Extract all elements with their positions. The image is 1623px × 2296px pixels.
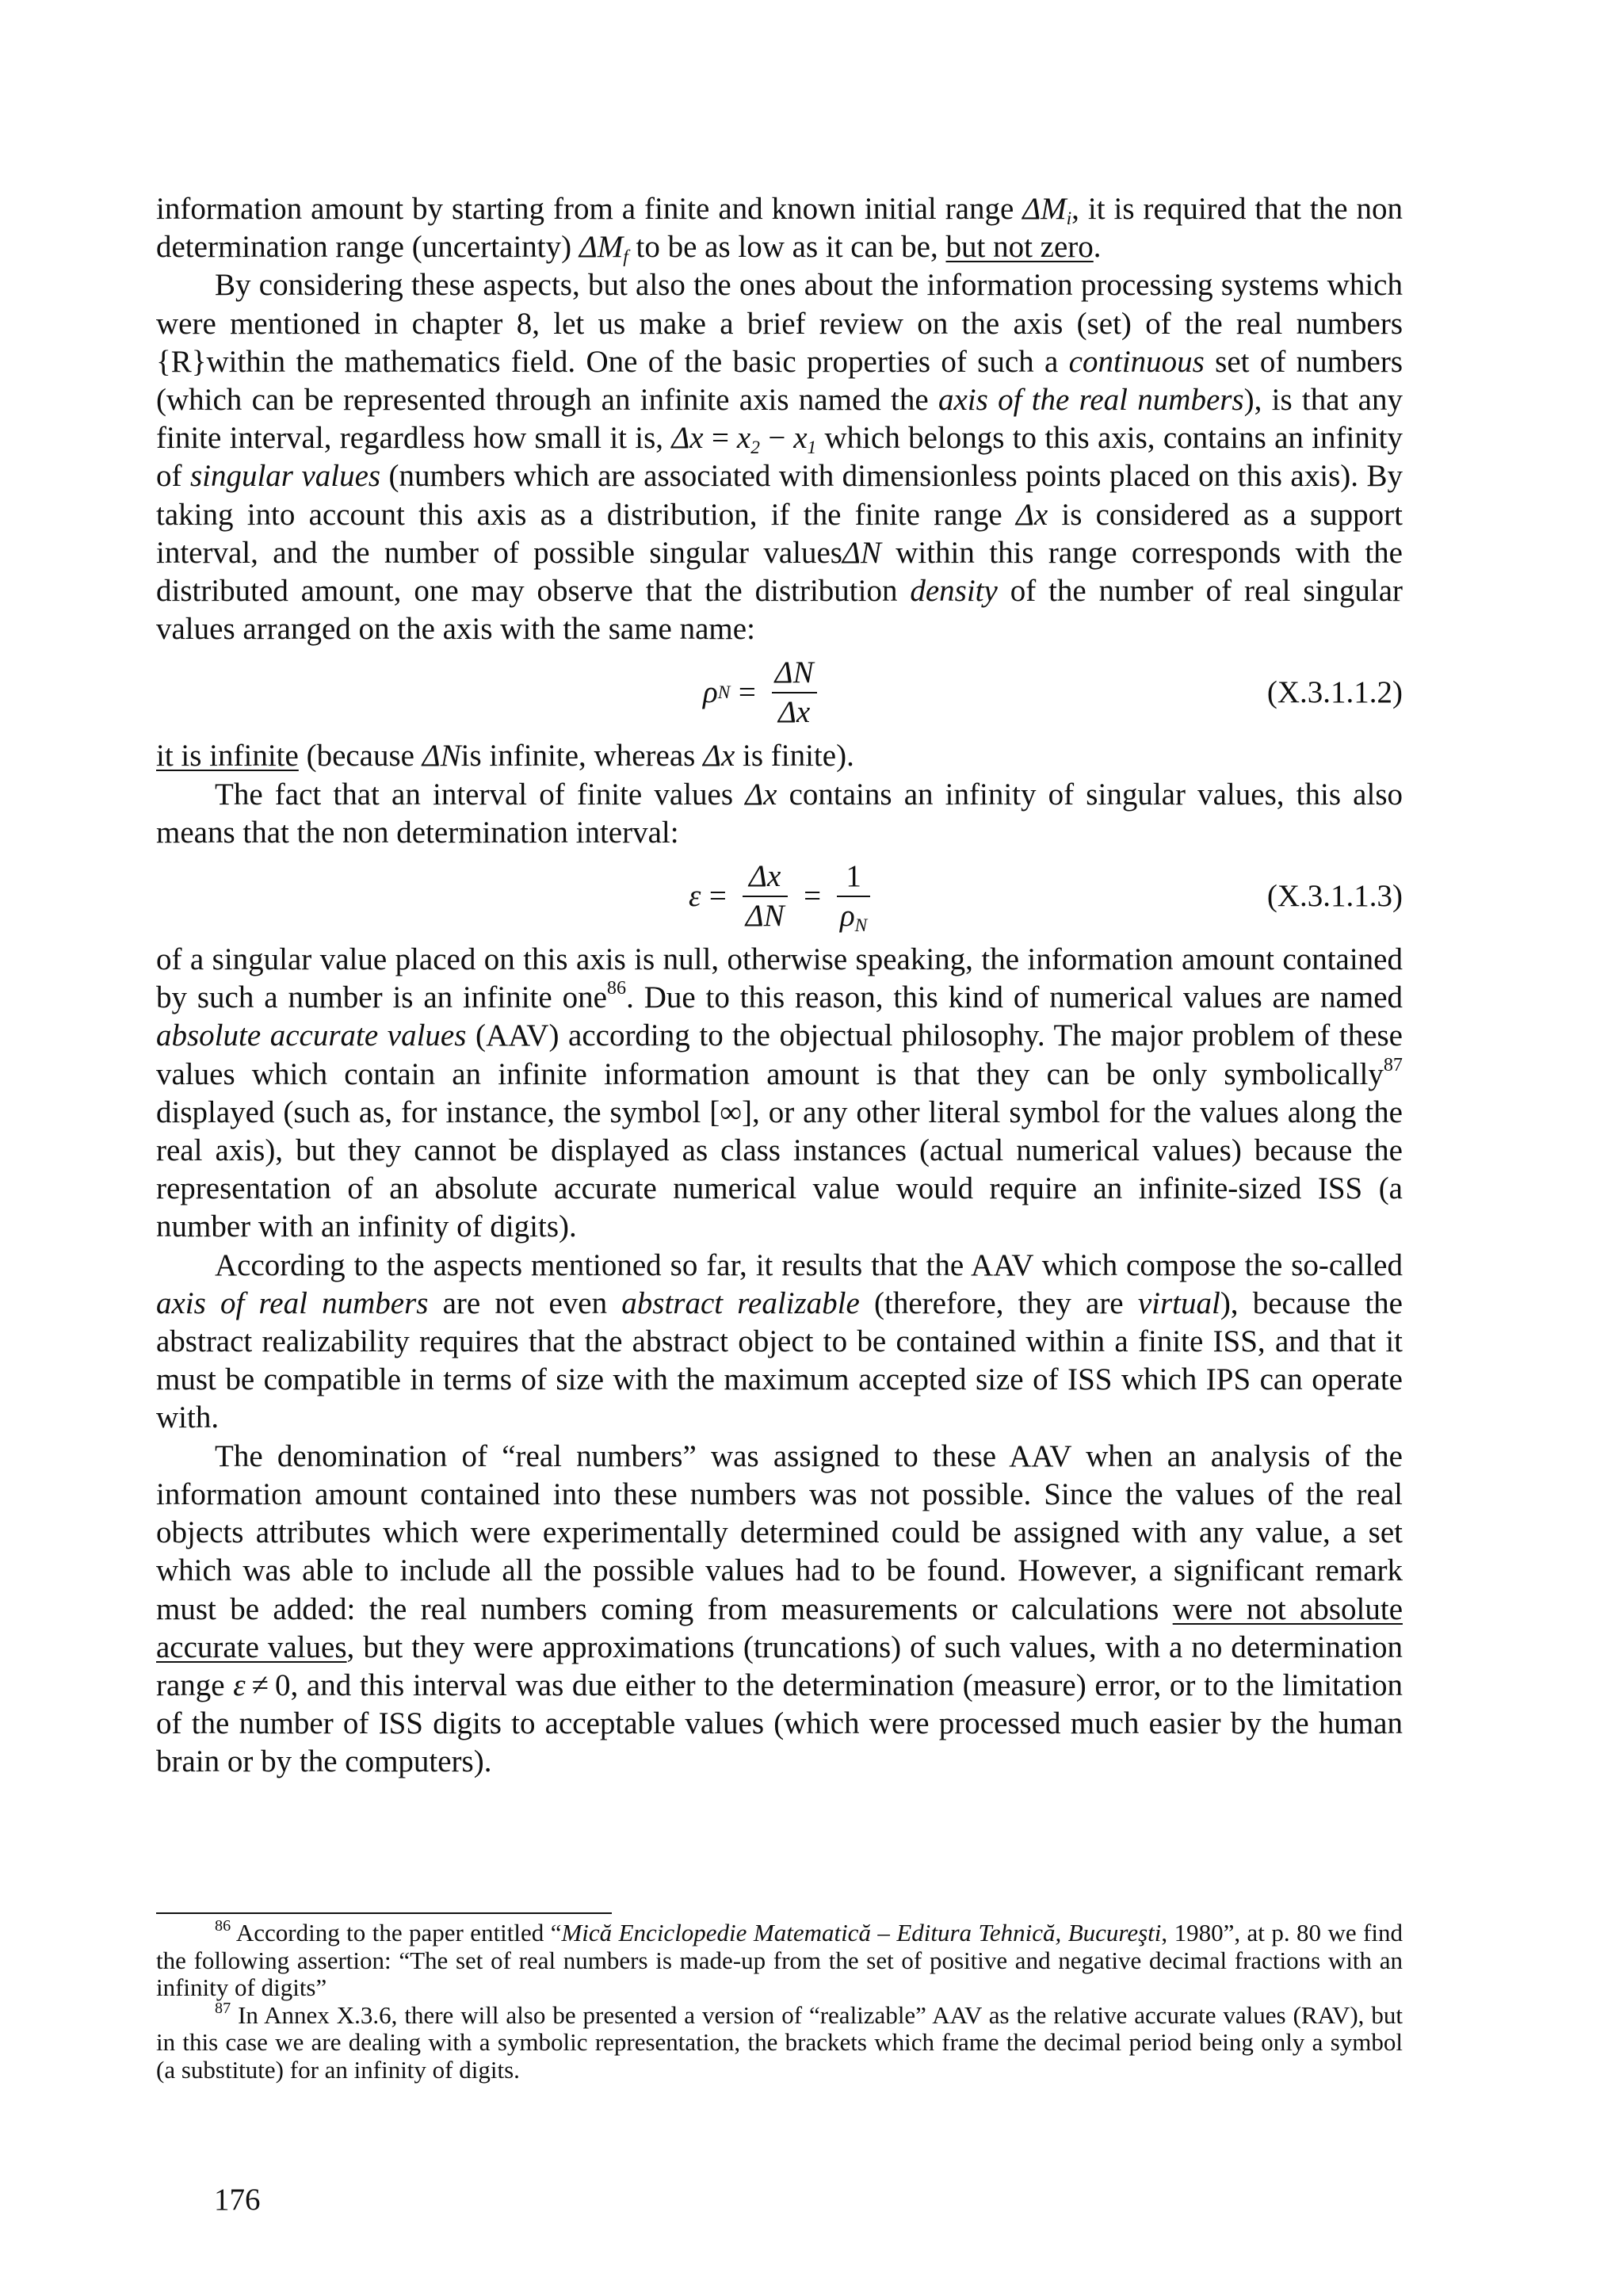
text-run: (numbers which are associated with dimensionless points placed on this axis). By taking into account this axis as a distribution, if the finite range (156, 459, 1403, 532)
italic-text: density (910, 574, 998, 609)
equation-body: ε = $\frac{\Delta x}{\Delta N}$ = $\frac{1}{\rho N}$ (689, 852, 878, 941)
footnote-ref-86[interactable]: 86 (606, 977, 627, 999)
underlined-text: it is infinite (156, 739, 299, 774)
text-run: are not even (428, 1286, 622, 1320)
text-run: (because (298, 739, 422, 774)
footnote-number: 86 (215, 1916, 231, 1935)
text-run: is considered as a support interval, and the number of possible singular values (156, 497, 1403, 570)
italic-text: virtual (1137, 1286, 1220, 1320)
text-run: of the number of real singular values arranged on the axis with the same name: (156, 574, 1403, 647)
text-run: is infinite, whereas (460, 739, 704, 774)
paragraph-7 (156, 1438, 1403, 1782)
equation-number: (X.3.1.1.3) (1266, 878, 1403, 913)
italic-text: abstract realizable (621, 1286, 860, 1320)
text-run: According to the paper entitled “ (231, 1919, 562, 1946)
text-run: contains an infinity of singular values, this also means that the non determination interval: (156, 777, 1403, 850)
paragraph-4 (156, 776, 1403, 852)
text-run: which belongs to this axis, contains an infinity of (156, 421, 1403, 494)
text-run: within this range corresponds with the distributed amount, one may observe that the distribution (156, 535, 1403, 609)
text-run: In Annex X.3.6, there will also be presented a version of “realizable” AAV as the relative accurate values (RAV), but in this case we are dealing with a symbolic representation, the brackets which frame the decimal period being only a symbol (a substitute) for an infinity of digits. (156, 2000, 1403, 2084)
paragraph-3 (156, 737, 1403, 775)
text-run: By considering these aspects, but also the ones about the information processing systems which were mentioned in chapter 8, let us make a brief review on the axis (set) of the real numbers {R}within the mathematics field. One of the basic properties of such a (156, 268, 1403, 379)
text-run: , 1980”, at p. 80 we find the following assertion: “The set of real numbers is made-up from the set of positive and negative decimal fractions with an infinity of digits” (156, 1919, 1403, 2001)
math-delta-x: Δx (745, 777, 777, 812)
fraction: $\frac{\Delta x}{\Delta N}$ (743, 858, 788, 935)
footnotes (156, 1916, 1403, 2084)
italic-text: absolute accurate values (156, 1018, 467, 1053)
page-number: 176 (214, 2183, 261, 2217)
text-run: , but they were approximations (truncations) of such values, with a no determination range (156, 1629, 1403, 1702)
math-epsilon-neq-zero: ε ≠ 0 (233, 1668, 291, 1702)
math-delta-x-definition: $\Delta x = x_2 - x_1$ (671, 421, 817, 459)
text-run: . Due to this reason, this kind of numerical values are named (626, 980, 1403, 1015)
text-run: displayed (such as, for instance, the symbol [∞], or any other literal symbol for the values along the real axis), but they cannot be displayed as class instances (actual numerical values) because the representation of an absolute accurate numerical value would require an infinite-sized ISS (a number with an infinity of digits). (156, 1095, 1403, 1244)
italic-text: axis of the real numbers (938, 383, 1244, 418)
underlined-text: but not zero (945, 230, 1094, 265)
fraction: $\frac{\Delta N}{\Delta x}$ (772, 654, 817, 732)
equation-non-determination (156, 852, 1403, 941)
text-run: (AAV) according to the objectual philosophy. The major problem of these values which contain an infinite information amount is that they can be only symbolically (156, 1018, 1403, 1091)
text-run: According to the aspects mentioned so far, it results that the AAV which compose the so-called (215, 1247, 1403, 1282)
italic-text: continuous (1068, 344, 1205, 379)
math-delta-m-i: ΔMi (1022, 192, 1072, 230)
math-delta-x: Δx (1015, 497, 1048, 532)
math-delta-x: Δx (703, 739, 735, 774)
italic-text: singular values (189, 459, 381, 494)
equation-body: ρ N = $\frac{\Delta N}{\Delta x}$ (703, 648, 825, 737)
math-delta-n: ΔN (422, 739, 461, 774)
text-run: is finite). (735, 739, 854, 774)
equation-number: (X.3.1.1.2) (1266, 675, 1403, 710)
text-run: set of numbers (which can be represented through an infinite axis named the (156, 344, 1403, 418)
italic-text: Mică Enciclopedie Matematică – Editura Tehnică, Bucureşti (561, 1919, 1162, 1946)
main-text (156, 190, 1403, 1782)
paragraph-1 (156, 190, 1403, 266)
text-run: to be as low as it can be, (628, 230, 946, 265)
paragraph-6 (156, 1247, 1403, 1438)
math-delta-n: ΔN (842, 535, 881, 570)
paragraph-2 (156, 266, 1403, 648)
footnote-number: 87 (215, 1999, 231, 2017)
text-run: (therefore, they are (859, 1286, 1138, 1320)
text-run: The fact that an interval of finite values (215, 777, 746, 812)
text-run: ), because the abstract realizability requires that the abstract object to be contained within a finite ISS, and that it must be compatible in terms of size with the maximum accepted size of ISS which IPS can operate with. (156, 1286, 1403, 1435)
math-delta-m-f: ΔMf (579, 230, 628, 268)
text-run: ), is that any finite interval, regardless how small it is, (156, 383, 1403, 456)
text-run: , it is required that the non determination range (uncertainty) (156, 192, 1403, 265)
italic-text: axis of real numbers (156, 1286, 429, 1320)
footnote-separator (156, 1912, 612, 1914)
underlined-text: were not absolute accurate values (156, 1591, 1403, 1664)
footnote-86 (156, 1916, 1403, 2002)
footnote-87 (156, 1999, 1403, 2084)
footnote-ref-87[interactable]: 87 (1383, 1053, 1403, 1075)
fraction: $\frac{1}{\rho N}$ (837, 858, 870, 935)
text-run: , and this interval was due either to the determination (measure) error, or to the limitation of the number of ISS digits to acceptable values (which were processed much easier by the human brain or by the computers). (156, 1668, 1403, 1779)
text-run: . (1093, 230, 1102, 265)
equation-density (156, 648, 1403, 737)
text-run: information amount by starting from a finite and known initial range (156, 192, 1023, 226)
text-run: The denomination of “real numbers” was assigned to these AAV when an analysis of the information amount contained into these numbers was not possible. Since the values of the real objects attributes which were experimentally determined could be assigned with any value, a set which was able to include all the possible values had to be found. However, a significant remark must be added: the real numbers coming from measurements or calculations (156, 1438, 1403, 1626)
text-run: of a singular value placed on this axis is null, otherwise speaking, the information amount contained by such a number is an infinite one (156, 942, 1403, 1015)
paragraph-5 (156, 941, 1403, 1247)
